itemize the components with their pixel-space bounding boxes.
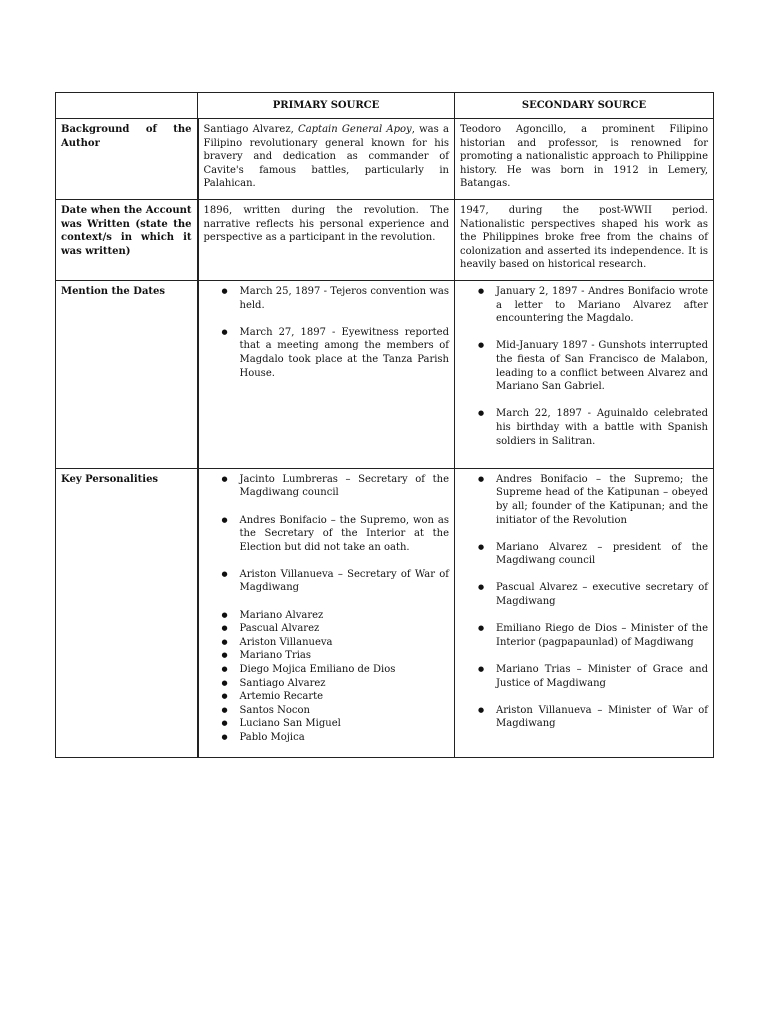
list-item: ● Jacinto Lumbreras – Secretary of the Magdiwang council — [240, 473, 450, 500]
list-item: ● March 22, 1897 - Aguinaldo celebrated his birthday with a battle with Spanish soldiers in Salitran. — [496, 407, 708, 448]
cell-personalities-primary — [198, 468, 455, 757]
list-item: ● Ariston Villanueva – Minister of War of Magdiwang — [496, 704, 708, 731]
list-item: ● March 27, 1897 - Eyewitness reported that a meeting among the members of Magdalo took place at the Tanza Parish House. — [240, 326, 450, 380]
row-mention-dates — [56, 281, 714, 469]
label-key-personalities: Key Personalities — [56, 468, 198, 757]
row-background — [56, 119, 714, 200]
header-primary-source: PRIMARY SOURCE — [198, 93, 455, 119]
cell-background-primary — [198, 119, 455, 200]
text-primary-alias: Captain General Apoy — [298, 124, 412, 135]
list-item: ● January 2, 1897 - Andres Bonifacio wrote a letter to Mariano Alvarez after encountering the Magdalo. — [496, 285, 708, 326]
personalities-primary-spaced-list — [204, 473, 450, 595]
list-item: ● Luciano San Miguel — [240, 717, 450, 731]
list-item: ● Pablo Mojica — [240, 731, 450, 745]
header-row — [56, 93, 714, 119]
list-item: ● Ariston Villanueva — [240, 636, 450, 650]
text-primary-pre: Santiago Alvarez, — [203, 124, 299, 135]
list-item: ● Andres Bonifacio – the Supremo; the Supreme head of the Katipunan – obeyed by all; founder of the Katipunan; and the initiator of the Revolution — [496, 473, 708, 527]
label-mention-dates: Mention the Dates — [56, 281, 198, 469]
list-item: ● Andres Bonifacio – the Supremo, won as the Secretary of the Interior at the Election but did not take an oath. — [240, 514, 450, 555]
list-item: ● Santos Nocon — [240, 704, 450, 718]
text-primary-post: , was a Filipino revolutionary general known for his bravery and dedication as commander of Cavite's famous battles, particularly in Palahican. — [203, 124, 449, 190]
cell-background-secondary: Teodoro Agoncillo, a prominent Filipino historian and professor, is renowned for promoting a nationalistic approach to Philippine history. He was born in 1912 in Lemery, Batangas. — [455, 119, 714, 200]
list-item: ● Mariano Alvarez — [240, 609, 450, 623]
row-date-written — [56, 200, 714, 281]
list-item: ● Santiago Alvarez — [240, 677, 450, 691]
list-item: ● Pascual Alvarez – executive secretary of Magdiwang — [496, 581, 708, 608]
cell-dates-primary — [198, 281, 455, 469]
dates-secondary-list — [460, 285, 708, 448]
row-key-personalities — [56, 468, 714, 757]
label-date-written: Date when the Account was Written (state the context/s in which it was written) — [56, 200, 198, 281]
cell-date-primary: 1896, written during the revolution. The narrative reflects his personal experience and perspective as a participant in the revolution. — [198, 200, 455, 281]
cell-date-secondary: 1947, during the post-WWII period. Nationalistic perspectives shaped his work as the Philippines broke free from the chains of colonization and asserted its independence. It is heavily based on historical research. — [455, 200, 714, 281]
header-empty-cell — [56, 93, 198, 119]
personalities-secondary-list — [460, 473, 708, 731]
cell-dates-secondary — [455, 281, 714, 469]
list-item: ● Pascual Alvarez — [240, 622, 450, 636]
label-background: Background of the Author — [56, 119, 198, 200]
list-item: ● Emiliano Riego de Dios – Minister of the Interior (pagpapaunlad) of Magdiwang — [496, 622, 708, 649]
list-item: ● March 25, 1897 - Tejeros convention was held. — [240, 285, 450, 312]
cell-personalities-secondary — [455, 468, 714, 757]
header-secondary-source: SECONDARY SOURCE — [455, 93, 714, 119]
personalities-primary-name-list — [204, 609, 450, 745]
dates-primary-list — [204, 285, 450, 380]
list-item: ● Mariano Trias — [240, 649, 450, 663]
list-item: ● Mariano Trias – Minister of Grace and Justice of Magdiwang — [496, 663, 708, 690]
list-item: ● Mid-January 1897 - Gunshots interrupted the fiesta of San Francisco de Malabon, leading to a conflict between Alvarez and Mariano San Gabriel. — [496, 339, 708, 393]
list-item: ● Ariston Villanueva – Secretary of War of Magdiwang — [240, 568, 450, 595]
list-item: ● Artemio Recarte — [240, 690, 450, 704]
comparison-table — [55, 92, 714, 758]
list-item: ● Mariano Alvarez – president of the Magdiwang council — [496, 541, 708, 568]
list-item: ● Diego Mojica Emiliano de Dios — [240, 663, 450, 677]
